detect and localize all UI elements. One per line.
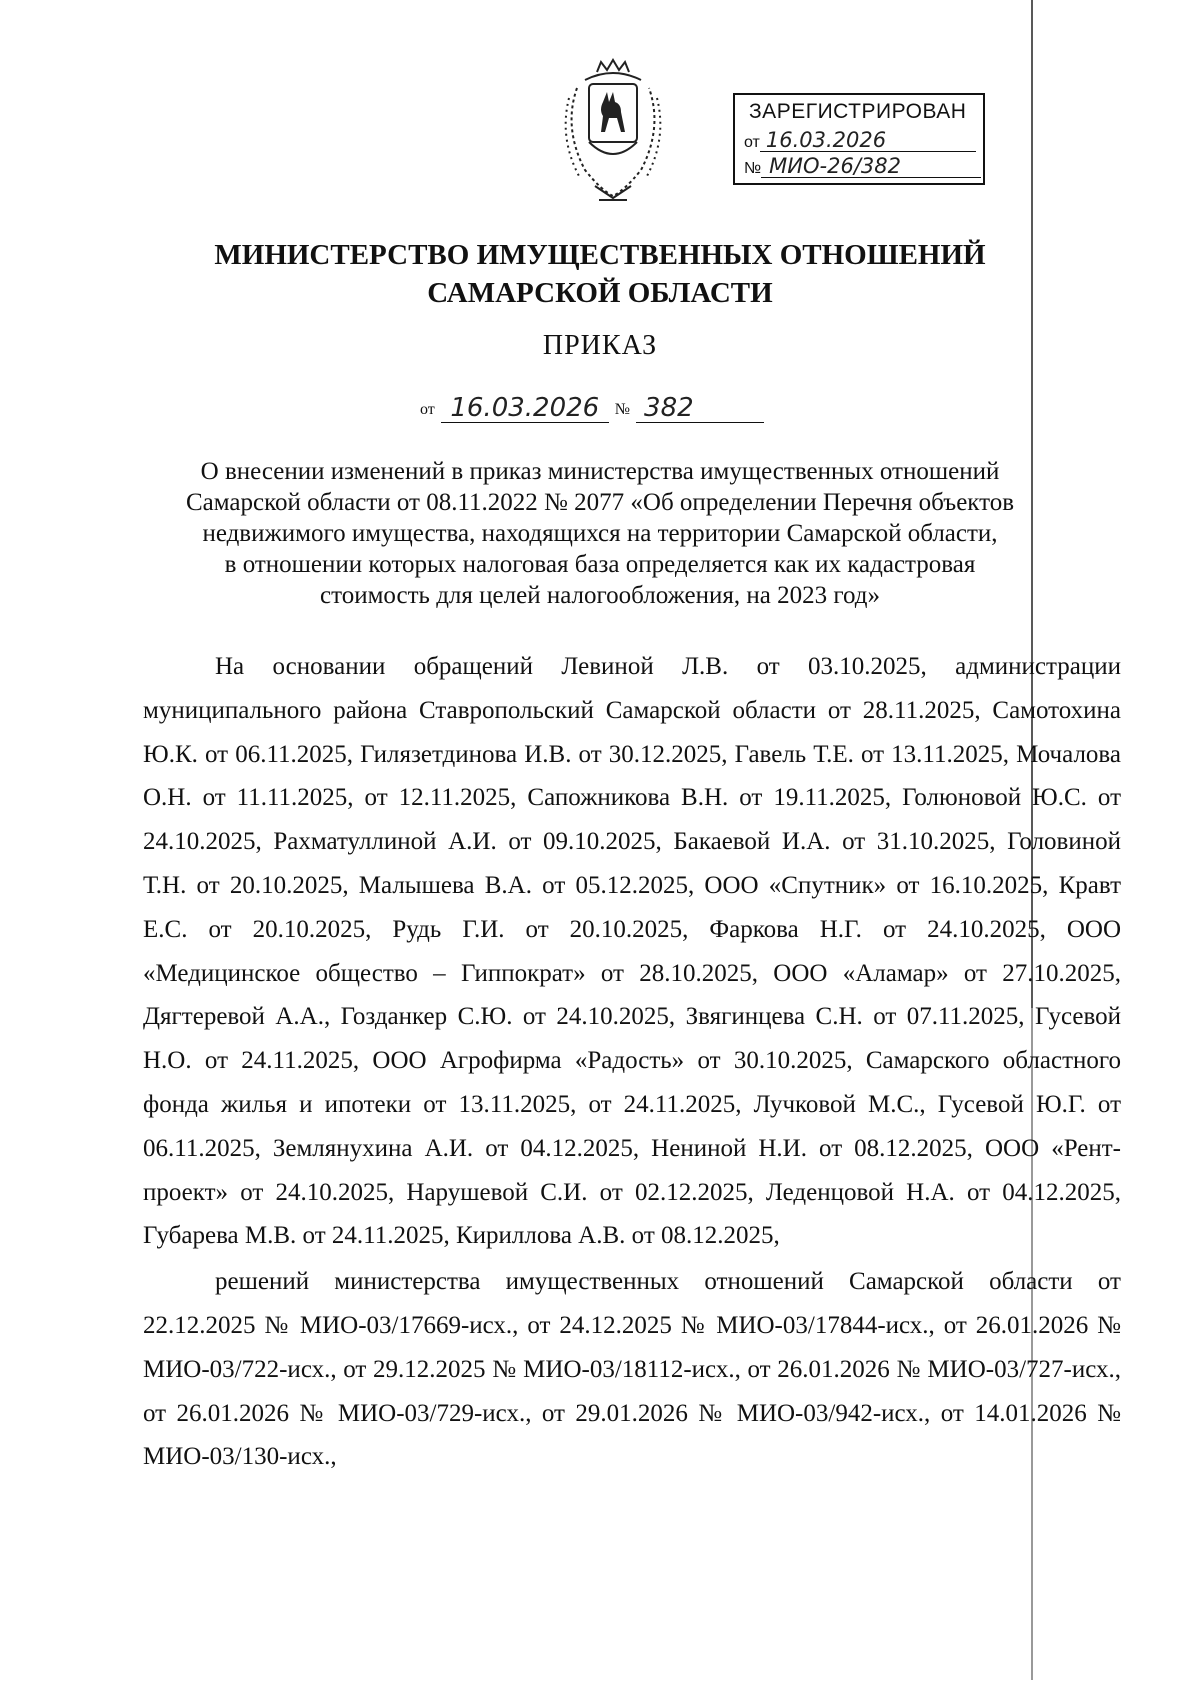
order-date-value: 16.03.2026 xyxy=(441,395,609,423)
stamp-date-label: от xyxy=(744,134,760,151)
order-body xyxy=(143,645,1121,1479)
order-number-value: 382 xyxy=(636,395,764,423)
stamp-number-value: МИО-26/382 xyxy=(761,155,981,178)
subject-line: О внесении изменений в приказ министерства имущественных отношений xyxy=(200,458,1000,485)
subject-line: стоимость для целей налогообложения, на 2023 год» xyxy=(320,582,880,609)
subject-line: Самарской области от 08.11.2022 № 2077 «Об определении Перечня объектов xyxy=(185,489,1015,516)
order-date-label: от xyxy=(420,401,435,418)
stamp-number-row xyxy=(744,155,981,178)
stamp-date-row xyxy=(744,129,976,152)
stamp-title: ЗАРЕГИСТРИРОВАН xyxy=(749,100,967,123)
stamp-number-label: № xyxy=(744,160,762,177)
body-paragraph-decisions: решений министерства имущественных отношений Самарской области от 22.12.2025 № МИО-03/17669-исх., от 24.12.2025 № МИО-03/17844-исх., от 26.01.2026 № МИО-03/722-исх., от 29.12.2025 № МИО-03/18112-исх., от 26.01.2026 № МИО-03/727-исх., от 26.01.2026 № МИО-03/729-исх., от 29.01.2026 № МИО-03/942-исх., от 14.01.2026 № МИО-03/130-исх., xyxy=(143,1268,1121,1471)
order-number-label: № xyxy=(614,401,631,418)
order-date-number xyxy=(420,395,764,423)
samara-coat-of-arms-emblem xyxy=(555,58,671,203)
document-type-title: ПРИКАЗ xyxy=(542,330,658,361)
subject-line: недвижимого имущества, находящихся на территории Самарской области, xyxy=(202,520,998,547)
order-subject xyxy=(130,456,1070,611)
ministry-heading xyxy=(0,236,1200,312)
body-paragraph-appeals: На основании обращений Левиной Л.В. от 03.10.2025, администрации муниципального района Ставропольский Самарской области от 28.11.2025, Самотохина Ю.К. от 06.11.2025, Гилязетдинова И.В. от 30.12.2025, Гавель Т.Е. от 13.11.2025, Мочалова О.Н. от 11.11.2025, от 12.11.2025, Сапожникова В.Н. от 19.11.2025, Голюновой Ю.С. от 24.10.2025, Рахматуллиной А.И. от 09.10.2025, Бакаевой И.А. от 31.10.2025, Головиной Т.Н. от 20.10.2025, Малышева В.А. от 05.12.2025, ООО «Спутник» от 16.10.2025, Кравт Е.С. от 20.10.2025, Рудь Г.И. от 20.10.2025, Фаркова Н.Г. от 24.10.2025, ООО «Медицинское общество – Гиппократ» от 28.10.2025, ООО «Аламар» от 27.10.2025, Дягтеревой А.А., Гозданкер С.Ю. от 24.10.2025, Звягинцева С.Н. от 07.11.2025, Гусевой Н.О. от 24.11.2025, ООО Агрофирма «Радость» от 30.10.2025, Самарского областного фонда жилья и ипотеки от 13.11.2025, от 24.11.2025, Лучковой М.С., Гусевой Ю.Г. от 06.11.2025, Землянухина А.И. от 04.12.2025, Ненинoй Н.И. от 08.12.2025, ООО «Рент-проект» от 24.10.2025, Нарушевой С.И. от 02.12.2025, Леденцовой Н.А. от 04.12.2025, Губарева М.В. от 24.11.2025, Кириллова А.В. от 08.12.2025, xyxy=(143,653,1121,1250)
subject-line: в отношении которых налоговая база определяется как их кадастровая xyxy=(224,551,976,578)
registration-stamp xyxy=(733,93,985,185)
ministry-line-2: САМАРСКОЙ ОБЛАСТИ xyxy=(427,277,773,309)
stamp-date-value: 16.03.2026 xyxy=(760,129,976,152)
ministry-line-1: МИНИСТЕРСТВО ИМУЩЕСТВЕННЫХ ОТНОШЕНИЙ xyxy=(214,239,986,271)
